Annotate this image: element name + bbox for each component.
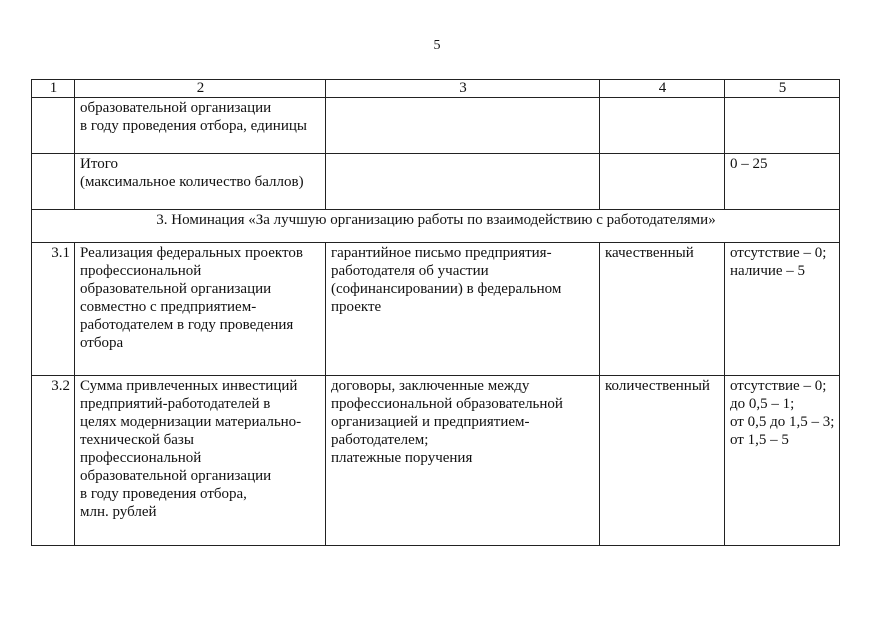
column-header: 2 (75, 80, 326, 98)
column-header: 4 (600, 80, 725, 98)
type-cell (600, 98, 725, 154)
table-row (32, 243, 840, 376)
type-cell (600, 154, 725, 210)
column-header: 3 (326, 80, 600, 98)
table-row (32, 376, 840, 546)
column-header: 1 (32, 80, 75, 98)
row-number: 3.1 (32, 243, 75, 376)
type-cell: качественный (600, 243, 725, 376)
type-cell: количественный (600, 376, 725, 546)
section-row (32, 210, 840, 243)
table-header-row (32, 80, 840, 98)
score-cell: 0 – 25 (725, 154, 840, 210)
row-number (32, 154, 75, 210)
criterion-cell: Реализация федеральных проектов профессиональной образовательной организации совместно с предприятием- работодателем в году проведения отбора (75, 243, 326, 376)
document-cell: договоры, заключенные между профессиональной образовательной организацией и предприятием- работодателем; платежные поручения (326, 376, 600, 546)
criterion-cell: Итого (максимальное количество баллов) (75, 154, 326, 210)
row-number: 3.2 (32, 376, 75, 546)
document-cell (326, 98, 600, 154)
section-title: 3. Номинация «За лучшую организацию работы по взаимодействию с работодателями» (32, 210, 840, 243)
criterion-cell: образовательной организации в году проведения отбора, единицы (75, 98, 326, 154)
criterion-cell: Сумма привлеченных инвестиций предприятий-работодателей в целях модернизации материально- технической базы профессиональной образовательной организации в году проведения отбора, млн. рублей (75, 376, 326, 546)
criteria-table (31, 79, 840, 546)
score-cell (725, 98, 840, 154)
score-cell: отсутствие – 0; до 0,5 – 1; от 0,5 до 1,5 – 3; от 1,5 – 5 (725, 376, 840, 546)
document-cell: гарантийное письмо предприятия- работодателя об участии (софинансировании) в федеральном проекте (326, 243, 600, 376)
document-cell (326, 154, 600, 210)
score-cell: отсутствие – 0; наличие – 5 (725, 243, 840, 376)
table-row (32, 154, 840, 210)
column-header: 5 (725, 80, 840, 98)
row-number (32, 98, 75, 154)
table-row (32, 98, 840, 154)
page-number: 5 (433, 38, 441, 53)
